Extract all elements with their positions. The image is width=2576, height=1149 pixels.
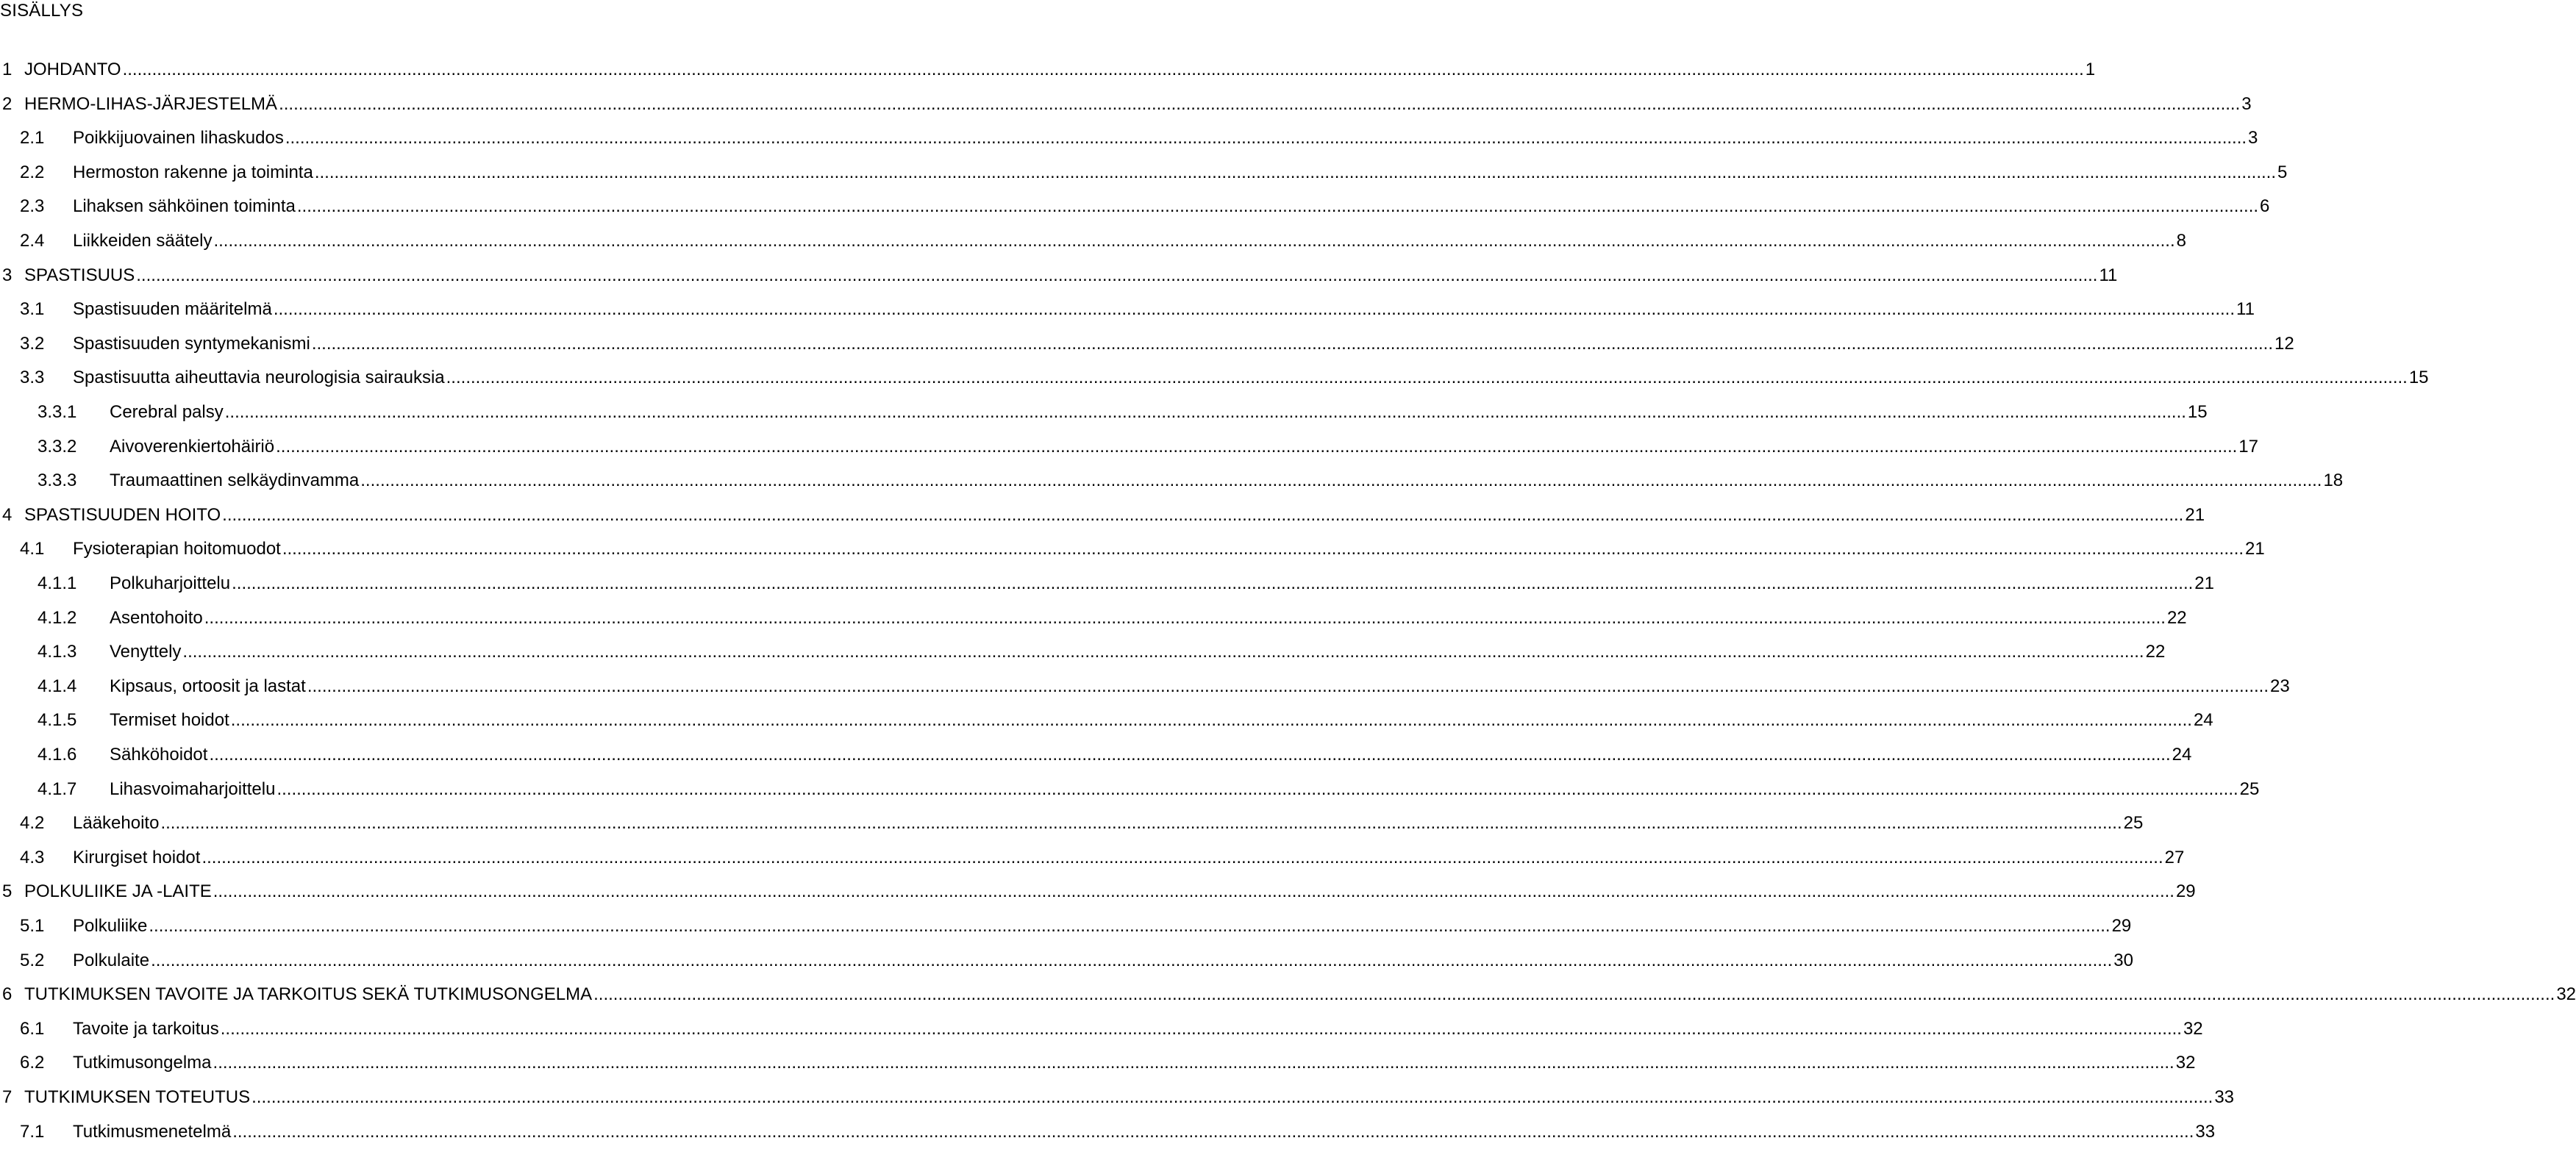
toc-entry[interactable]: [0, 806, 2144, 840]
dot-leader: ................................................................................................................................................................................................................................................................................................................................................................................................................: [251, 1087, 2213, 1107]
toc-entry[interactable]: [0, 156, 2288, 190]
toc-entry[interactable]: [0, 327, 2294, 361]
toc-entry-page-number: 29: [2111, 916, 2132, 936]
dot-leader: ................................................................................................................................................................................................................................................................................................................................................................................................................: [151, 950, 2113, 970]
toc-entry[interactable]: [0, 190, 2270, 223]
toc-entry-page-number: 21: [2245, 539, 2265, 559]
dot-leader: ................................................................................................................................................................................................................................................................................................................................................................................................................: [213, 1053, 2174, 1073]
toc-entry-number: 4.2: [20, 813, 45, 834]
toc-entry-title: TUTKIMUKSEN TOTEUTUS: [24, 1087, 251, 1107]
toc-entry-title: Traumaattinen selkäydinvamma: [110, 470, 360, 491]
dot-leader: ................................................................................................................................................................................................................................................................................................................................................................................................................: [224, 402, 2186, 422]
toc-entry-page-number: 15: [2408, 368, 2429, 388]
dot-leader: ................................................................................................................................................................................................................................................................................................................................................................................................................: [149, 916, 2111, 936]
toc-entry-number: 7.1: [20, 1121, 45, 1142]
toc-entry-page-number: 24: [2193, 710, 2213, 731]
toc-entry[interactable]: [0, 670, 2290, 704]
toc-entry-title: Poikkijuovainen lihaskudos: [73, 128, 284, 148]
toc-entry-title: Kirurgiset hoidot: [73, 847, 201, 867]
toc-entry-number: 4.3: [20, 847, 45, 867]
toc-entry[interactable]: [0, 704, 2213, 737]
toc-entry-title: Fysioterapian hoitomuodot: [73, 539, 281, 559]
toc-entry-page-number: 27: [2164, 847, 2185, 867]
dot-leader: ................................................................................................................................................................................................................................................................................................................................................................................................................: [296, 196, 2259, 217]
dot-leader: ................................................................................................................................................................................................................................................................................................................................................................................................................: [276, 778, 2238, 799]
toc-entry[interactable]: [0, 498, 2205, 532]
toc-entry[interactable]: [0, 121, 2258, 155]
toc-entry-title: HERMO-LIHAS-JÄRJESTELMÄ: [24, 93, 278, 114]
toc-entry[interactable]: [0, 259, 2118, 293]
dot-leader: ................................................................................................................................................................................................................................................................................................................................................................................................................: [311, 333, 2274, 354]
toc-entry-number: 4.1: [20, 539, 45, 559]
dot-leader: ................................................................................................................................................................................................................................................................................................................................................................................................................: [213, 881, 2174, 902]
toc-entry-title: Hermoston rakenne ja toiminta: [73, 162, 313, 182]
toc-entry[interactable]: [0, 944, 2133, 978]
toc-entry-title: Tutkimusmenetelmä: [73, 1121, 232, 1142]
toc-entry-page-number: 3: [2241, 93, 2252, 114]
dot-leader: ................................................................................................................................................................................................................................................................................................................................................................................................................: [160, 813, 2122, 834]
toc-entry-page-number: 21: [2194, 573, 2214, 593]
toc-entry[interactable]: [0, 601, 2187, 635]
toc-entry-title: SPASTISUUS: [24, 265, 135, 285]
toc-entry[interactable]: [0, 1012, 2203, 1046]
dot-leader: ................................................................................................................................................................................................................................................................................................................................................................................................................: [276, 436, 2238, 457]
toc-entry-number: 2.2: [20, 162, 45, 182]
dot-leader: ................................................................................................................................................................................................................................................................................................................................................................................................................: [446, 368, 2408, 388]
toc-entry-page-number: 1: [2085, 60, 2096, 79]
toc-entry[interactable]: [0, 53, 2096, 87]
dot-leader: ................................................................................................................................................................................................................................................................................................................................................................................................................: [273, 299, 2235, 320]
toc-entry-number: 3.3.2: [38, 436, 77, 457]
dot-leader: ................................................................................................................................................................................................................................................................................................................................................................................................................: [209, 745, 2171, 765]
toc-entry-page-number: 30: [2113, 950, 2133, 970]
toc-entry-page-number: 23: [2270, 676, 2290, 696]
toc-entry-number: 1: [2, 60, 13, 79]
toc-entry-title: Spastisuuden määritelmä: [73, 299, 272, 320]
toc-entry-page-number: 29: [2175, 881, 2196, 902]
toc-entry-number: 2.1: [20, 128, 45, 148]
toc-entry-title: Lihasvoimaharjoittelu: [110, 778, 276, 799]
dot-leader: ................................................................................................................................................................................................................................................................................................................................................................................................................: [201, 847, 2163, 867]
toc-entry-page-number: 15: [2187, 402, 2208, 422]
toc-entry[interactable]: [0, 841, 2185, 875]
toc-entry-title: Aivoverenkiertohäiriö: [110, 436, 275, 457]
dot-leader: ................................................................................................................................................................................................................................................................................................................................................................................................................: [279, 93, 2241, 114]
toc-entry-title: Spastisuutta aiheuttavia neurologisia sairauksia: [73, 368, 445, 388]
dot-leader: ................................................................................................................................................................................................................................................................................................................................................................................................................: [220, 1018, 2182, 1039]
dot-leader: ................................................................................................................................................................................................................................................................................................................................................................................................................: [232, 1121, 2194, 1142]
toc-entry-page-number: 21: [2185, 504, 2205, 525]
toc-entry[interactable]: [0, 395, 2208, 429]
toc-entry[interactable]: [0, 909, 2132, 943]
toc-entry[interactable]: [0, 1046, 2196, 1080]
toc-entry-title: Termiset hoidot: [110, 710, 229, 731]
toc-entry-number: 4.1.3: [38, 642, 77, 662]
toc-entry-number: 3.1: [20, 299, 45, 320]
dot-leader: ................................................................................................................................................................................................................................................................................................................................................................................................................: [360, 470, 2322, 491]
toc-entry-number: 4.1.5: [38, 710, 77, 731]
toc-entry-number: 2.3: [20, 196, 45, 217]
toc-entry-title: Cerebral palsy: [110, 402, 224, 422]
toc-entry-page-number: 18: [2323, 470, 2344, 491]
toc-entry-title: Spastisuuden syntymekanismi: [73, 333, 310, 354]
toc-entry[interactable]: [0, 635, 2166, 669]
toc-entry-page-number: 25: [2239, 778, 2260, 799]
toc-entry[interactable]: [0, 361, 2429, 395]
toc-entry[interactable]: [0, 293, 2255, 326]
toc-entry-number: 2.4: [20, 231, 45, 251]
toc-entry-number: 4.1.1: [38, 573, 77, 593]
toc-entry-page-number: 11: [2099, 265, 2118, 285]
toc-entry-title: Venyttely: [110, 642, 182, 662]
toc-entry-page-number: 25: [2123, 813, 2144, 834]
toc-entry-page-number: 17: [2238, 436, 2258, 457]
toc-entry-page-number: 5: [2277, 162, 2288, 182]
toc-entry-number: 4.1.4: [38, 676, 77, 696]
toc-entry-title: Tutkimusongelma: [73, 1053, 212, 1073]
toc-entry-page-number: 6: [2260, 196, 2270, 217]
toc-entry[interactable]: [0, 875, 2196, 909]
toc-entry[interactable]: [0, 1081, 2235, 1114]
toc-entry-number: 3.3: [20, 368, 45, 388]
toc-entry-title: JOHDANTO: [24, 60, 121, 79]
dot-leader: ................................................................................................................................................................................................................................................................................................................................................................................................................: [182, 642, 2144, 662]
toc-entry[interactable]: [0, 464, 2344, 498]
toc-entry-title: SPASTISUUDEN HOITO: [24, 504, 221, 525]
toc-entry-page-number: 12: [2274, 333, 2294, 354]
toc-entry-page-number: 3: [2248, 128, 2258, 148]
toc-entry-number: 6.1: [20, 1018, 45, 1039]
toc-entry-number: 5.2: [20, 950, 45, 970]
toc-entry[interactable]: [0, 532, 2265, 566]
toc-entry-number: 3: [2, 265, 13, 285]
dot-leader: ................................................................................................................................................................................................................................................................................................................................................................................................................: [204, 607, 2166, 628]
toc-entry-number: 3.2: [20, 333, 45, 354]
dot-leader: ................................................................................................................................................................................................................................................................................................................................................................................................................: [593, 984, 2555, 1005]
toc-entry-page-number: 11: [2236, 299, 2255, 320]
toc-entry-title: Sähköhoidot: [110, 745, 208, 765]
toc-entry[interactable]: [0, 224, 2186, 258]
dot-leader: ................................................................................................................................................................................................................................................................................................................................................................................................................: [307, 676, 2269, 696]
toc-entry[interactable]: [0, 978, 2576, 1012]
dot-leader: ................................................................................................................................................................................................................................................................................................................................................................................................................: [136, 265, 2098, 285]
document-title: SISÄLLYS: [0, 1, 84, 21]
toc-entry-number: 5.1: [20, 916, 45, 936]
toc-entry-number: 6.2: [20, 1053, 45, 1073]
toc-entry-title: Liikkeiden säätely: [73, 231, 213, 251]
toc-entry-title: Asentohoito: [110, 607, 203, 628]
toc-entry-title: POLKULIIKE JA -LAITE: [24, 881, 212, 902]
toc-entry-number: 7: [2, 1087, 13, 1107]
toc-entry-title: Kipsaus, ortoosit ja lastat: [110, 676, 306, 696]
toc-entry-title: Lihaksen sähköinen toiminta: [73, 196, 296, 217]
toc-entry[interactable]: [0, 1115, 2216, 1149]
dot-leader: ................................................................................................................................................................................................................................................................................................................................................................................................................: [213, 231, 2175, 251]
toc-entry-title: Lääkehoito: [73, 813, 160, 834]
dot-leader: ................................................................................................................................................................................................................................................................................................................................................................................................................: [122, 60, 2084, 79]
toc-entry[interactable]: [0, 567, 2214, 601]
toc-entry-page-number: 33: [2214, 1087, 2235, 1107]
toc-entry-page-number: 24: [2172, 745, 2192, 765]
dot-leader: ................................................................................................................................................................................................................................................................................................................................................................................................................: [222, 504, 2184, 525]
toc-entry[interactable]: [0, 738, 2192, 772]
toc-entry-number: 4.1.6: [38, 745, 77, 765]
toc-entry-number: 3.3.1: [38, 402, 77, 422]
toc-entry-number: 2: [2, 93, 13, 114]
toc-entry-title: Polkuharjoittelu: [110, 573, 231, 593]
toc-entry-page-number: 8: [2176, 231, 2186, 251]
dot-leader: ................................................................................................................................................................................................................................................................................................................................................................................................................: [314, 162, 2277, 182]
toc-entry-title: Tavoite ja tarkoitus: [73, 1018, 219, 1039]
toc-entry-number: 4: [2, 504, 13, 525]
toc-entry-page-number: 32: [2175, 1053, 2196, 1073]
dot-leader: ................................................................................................................................................................................................................................................................................................................................................................................................................: [232, 573, 2194, 593]
toc-entry-number: 5: [2, 881, 13, 902]
toc-entry[interactable]: [0, 430, 2258, 464]
toc-entry-page-number: 22: [2166, 607, 2187, 628]
toc-entry-number: 4.1.2: [38, 607, 77, 628]
dot-leader: ................................................................................................................................................................................................................................................................................................................................................................................................................: [230, 710, 2192, 731]
toc-entry-page-number: 22: [2145, 642, 2166, 662]
toc-entry-title: TUTKIMUKSEN TAVOITE JA TARKOITUS SEKÄ TUTKIMUSONGELMA: [24, 984, 593, 1005]
toc-entry[interactable]: [0, 87, 2252, 121]
toc-entry-page-number: 33: [2195, 1121, 2216, 1142]
toc-entry-number: 4.1.7: [38, 778, 77, 799]
toc-entry[interactable]: [0, 773, 2260, 806]
toc-entry-page-number: 32: [2183, 1018, 2203, 1039]
toc-entry-number: 6: [2, 984, 13, 1005]
dot-leader: ................................................................................................................................................................................................................................................................................................................................................................................................................: [282, 539, 2244, 559]
toc-entry-page-number: 32: [2556, 984, 2576, 1005]
toc-entry-title: Polkulaite: [73, 950, 150, 970]
dot-leader: ................................................................................................................................................................................................................................................................................................................................................................................................................: [285, 128, 2247, 148]
toc-entry-title: Polkuliike: [73, 916, 148, 936]
toc-entry-number: 3.3.3: [38, 470, 77, 491]
